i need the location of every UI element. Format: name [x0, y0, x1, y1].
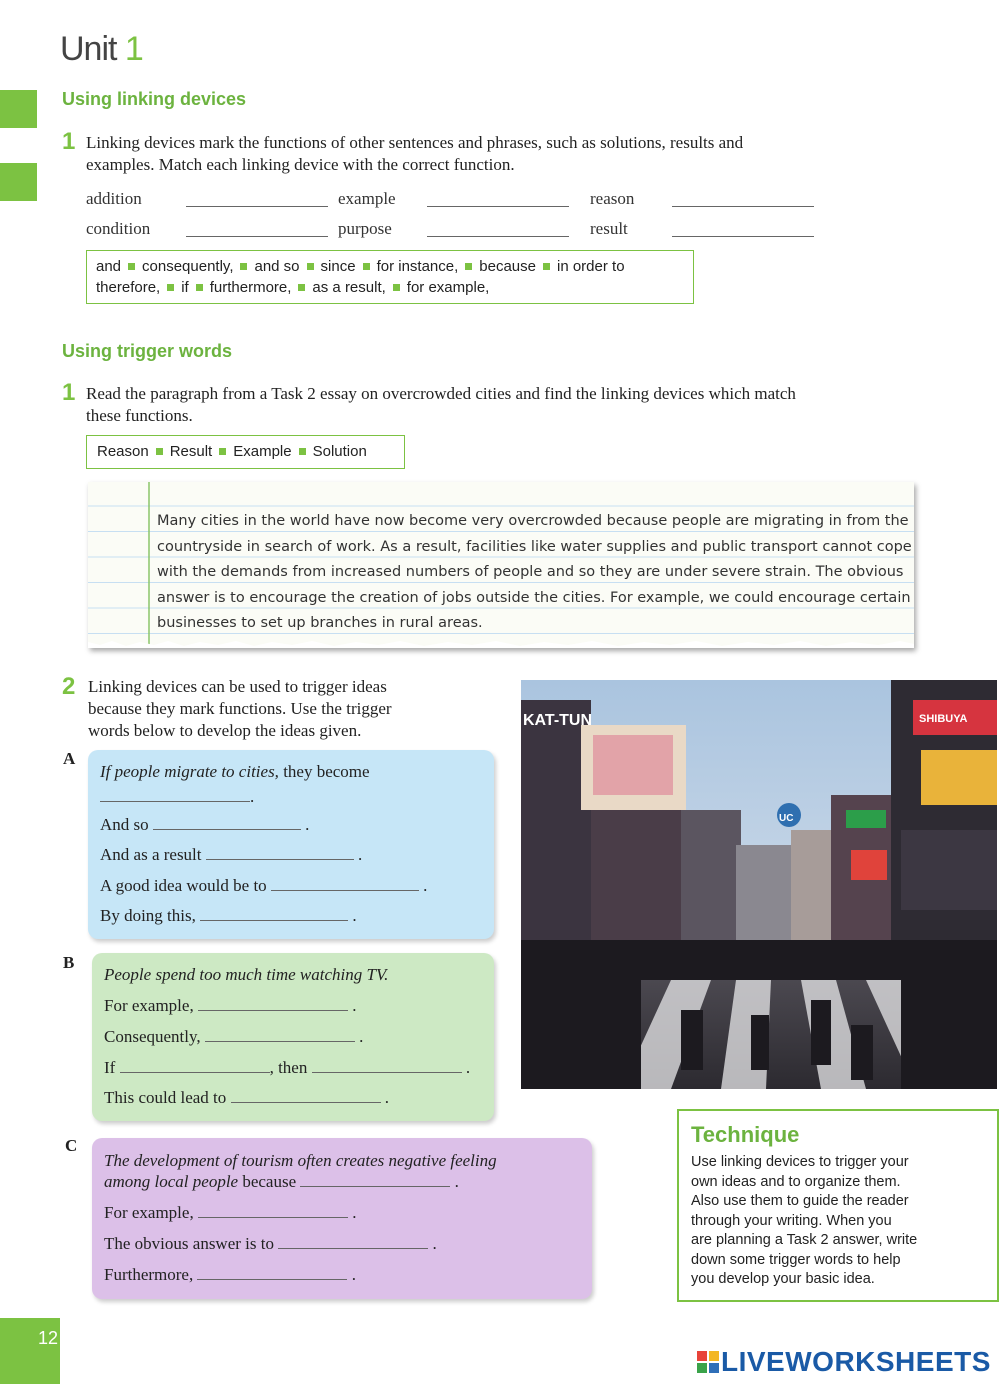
city-crossing-photo: [521, 680, 997, 1089]
function-label-example: example: [338, 189, 396, 208]
side-tab-top: [0, 90, 37, 128]
function-label-purpose: purpose: [338, 219, 392, 238]
technique-box: [677, 1109, 999, 1302]
answer-field-b2[interactable]: [205, 1040, 355, 1042]
answer-field-c2[interactable]: [198, 1216, 348, 1218]
word-box-line-1: and consequently, and so since for instance, because in order to: [96, 258, 625, 275]
question-number: 2: [62, 673, 76, 700]
liveworksheets-logo[interactable]: [697, 1346, 991, 1378]
linking-words-box: [86, 250, 694, 304]
answer-field-example[interactable]: [427, 205, 569, 207]
question-number: 1: [62, 128, 76, 155]
photo-sign-text: UC: [779, 813, 794, 824]
section-heading-linking-devices: Using linking devices: [62, 89, 247, 109]
answer-field-b4[interactable]: [312, 1071, 462, 1073]
function-label-result: result: [590, 219, 628, 238]
function-label-reason: reason: [590, 189, 635, 208]
question-instruction: Read the paragraph from a Task 2 essay on overcrowded cities and find the linking devices which match these functions.: [86, 384, 796, 425]
answer-field-c4[interactable]: [197, 1278, 347, 1280]
photo-sign-text: KAT-TUN: [523, 712, 593, 729]
answer-field-result[interactable]: [672, 235, 814, 237]
panel-label-b: B: [63, 953, 75, 972]
essay-paragraph-note: [88, 482, 914, 648]
liveworksheets-brand: LIVEWORKSHEETS: [721, 1346, 991, 1377]
question-instruction: Linking devices can be used to trigger ideas because they mark functions. Use the trigger words below to develop the ideas given.: [88, 677, 392, 740]
answer-field-a3[interactable]: [206, 858, 354, 860]
answer-field-c3[interactable]: [278, 1247, 428, 1249]
panel-b: People spend too much time watching TV. For example, . Consequently, . If , then . This could lead to .: [92, 953, 494, 1121]
panel-c: The development of tourism often creates negative feeling among local people because . For example, . The obvious answer is to . Furthermore, .: [92, 1138, 592, 1299]
answer-field-condition[interactable]: [186, 235, 328, 237]
answer-field-b3[interactable]: [120, 1071, 270, 1073]
word-box-line-2: therefore, if furthermore, as a result, for example,: [96, 279, 490, 296]
page-number: 12: [38, 1328, 59, 1348]
question-number: 1: [62, 379, 76, 406]
page-number-tab: [0, 1318, 60, 1384]
answer-field-a5[interactable]: [200, 919, 348, 921]
section-heading-trigger-words: Using trigger words: [62, 341, 233, 361]
answer-field-a4[interactable]: [271, 889, 419, 891]
answer-field-reason[interactable]: [672, 205, 814, 207]
answer-field-a1[interactable]: [100, 800, 250, 802]
function-label-condition: condition: [86, 219, 151, 238]
answer-field-purpose[interactable]: [427, 235, 569, 237]
answer-field-a2[interactable]: [153, 828, 301, 830]
panel-label-a: A: [63, 749, 76, 768]
functions-box: Reason Result Example Solution: [86, 435, 405, 469]
technique-body: Use linking devices to trigger your own ideas and to organize them. Also use them to guide the reader through your writing. When you are planning a Task 2 answer, write down some trigger words to help you develop your basic idea.: [691, 1154, 918, 1287]
panel-a: If people migrate to cities, they become . And so . And as a result . A good idea would be to . By doing this, .: [88, 750, 494, 939]
technique-title: Technique: [691, 1122, 800, 1147]
question-instruction: Linking devices mark the functions of other sentences and phrases, such as solutions, results and examples. Match each linking device with the correct function.: [86, 133, 744, 174]
liveworksheets-logo-icon: [697, 1351, 719, 1373]
panel-label-c: C: [65, 1136, 78, 1155]
photo-sign-text: SHIBUYA: [919, 713, 968, 725]
side-tab-bottom: [0, 163, 37, 201]
answer-field-addition[interactable]: [186, 205, 328, 207]
answer-field-c1[interactable]: [300, 1185, 450, 1187]
unit-title: Unit 1: [60, 30, 143, 68]
answer-field-b5[interactable]: [231, 1101, 381, 1103]
answer-field-b1[interactable]: [198, 1009, 348, 1011]
paragraph-text: Many cities in the world have now become very overcrowded because people are migrating in from the countryside in search of work. As a result, facilities like water supplies and public transport cannot cope with the demands from increased numbers of people and so they are under severe strain. The obvious answer is to encourage the creation of jobs outside the cities. For example, we could encourage certain businesses to set up branches in rural areas.: [157, 513, 912, 631]
function-label-addition: addition: [86, 189, 142, 208]
